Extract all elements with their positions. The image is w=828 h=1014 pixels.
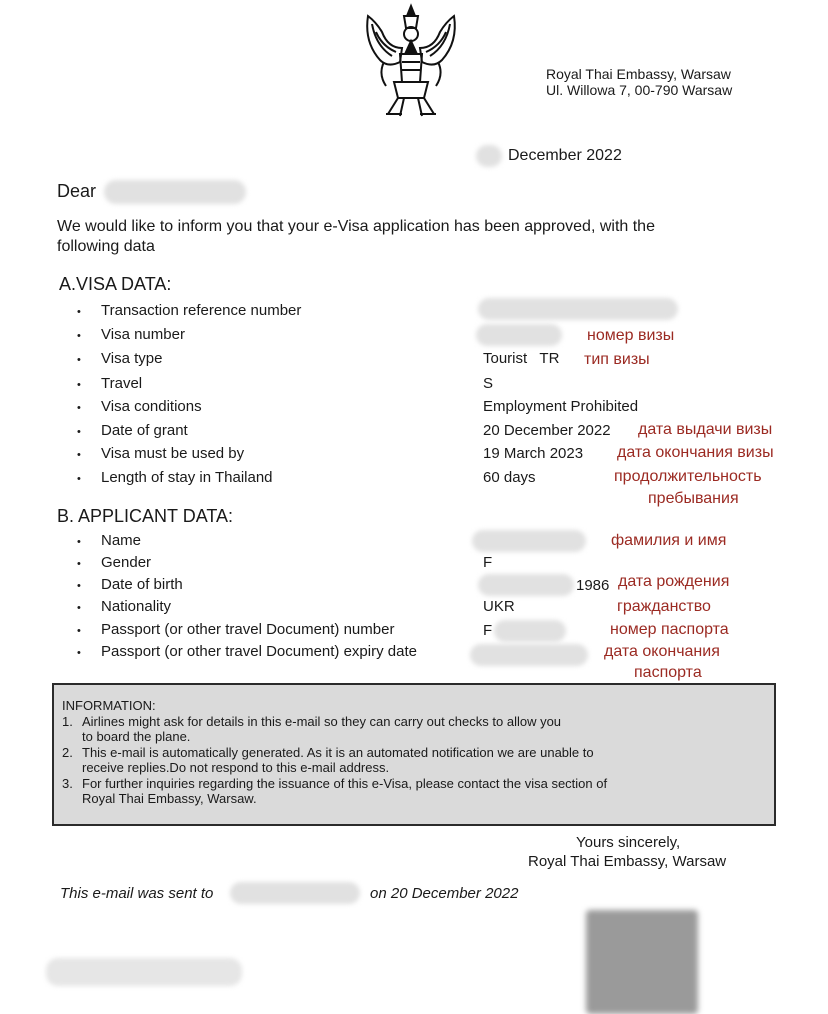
- closing-line-2: Royal Thai Embassy, Warsaw: [528, 853, 727, 870]
- redacted-signature: [46, 958, 242, 986]
- item-line: receive replies.Do not respond to this e-mail address.: [82, 760, 390, 775]
- intro-line-2: following data: [57, 238, 155, 255]
- bullet: •: [77, 354, 81, 366]
- bullet: •: [77, 379, 81, 391]
- row-value: 20 December 2022: [483, 422, 611, 439]
- bullet: •: [77, 473, 81, 485]
- redacted-value: [476, 324, 562, 346]
- embassy-address-block: [546, 66, 732, 98]
- redacted-recipient-name: [104, 180, 246, 204]
- closing-line-1: Yours sincerely,: [576, 834, 681, 851]
- row-value: Tourist TR: [483, 350, 560, 367]
- list-item: [62, 714, 774, 745]
- embassy-address: Ul. Willowa 7, 00-790 Warsaw: [546, 82, 733, 98]
- row-value: 1986: [576, 577, 610, 594]
- annotation-note: гражданство: [617, 598, 711, 615]
- applicant-data-heading: B. APPLICANT DATA:: [57, 506, 234, 526]
- row-value: 19 March 2023: [483, 445, 584, 462]
- item-line: This e-mail is automatically generated. As it is an automated notification we are unable to: [82, 744, 594, 760]
- row-label: Visa number: [101, 326, 185, 343]
- redacted-email: [230, 882, 360, 904]
- bullet: •: [77, 602, 81, 614]
- greeting: Dear: [57, 181, 97, 201]
- redacted-value: [478, 574, 574, 596]
- list-item: [62, 745, 774, 776]
- annotation-note: продолжительность: [614, 468, 762, 485]
- annotation-note-line-2: паспорта: [634, 664, 702, 681]
- redacted-value: [472, 530, 586, 552]
- row-label: Travel: [101, 375, 143, 392]
- bullet: •: [77, 426, 81, 438]
- redacted-value: [478, 298, 678, 320]
- information-title: INFORMATION:: [62, 698, 156, 713]
- annotation-note: фамилия и имя: [611, 532, 727, 549]
- row-label: Visa must be used by: [101, 445, 245, 462]
- annotation-note: дата окончания: [604, 643, 720, 660]
- item-line: Airlines might ask for details in this e-mail so they can carry out checks to allow you: [82, 713, 562, 729]
- bullet: •: [77, 536, 81, 548]
- row-value: F: [483, 622, 493, 639]
- item-number: 1.: [62, 713, 73, 729]
- bullet: •: [77, 580, 81, 592]
- row-value: S: [483, 375, 494, 392]
- row-label: Date of grant: [101, 422, 188, 439]
- row-label: Visa type: [101, 350, 163, 367]
- row-value: 60 days: [483, 469, 536, 486]
- row-label: Nationality: [101, 598, 172, 615]
- information-box: [52, 683, 776, 826]
- row-label: Visa conditions: [101, 398, 202, 415]
- footer-sent-prefix: This e-mail was sent to: [60, 885, 214, 902]
- row-value: Employment Prohibited: [483, 398, 639, 415]
- row-label: Date of birth: [101, 576, 183, 593]
- bullet: •: [77, 306, 81, 318]
- annotation-note-line-2: пребывания: [648, 490, 739, 507]
- bullet: •: [77, 625, 81, 637]
- item-number: 2.: [62, 744, 73, 760]
- row-label: Length of stay in Thailand: [101, 469, 273, 486]
- intro-line-1: We would like to inform you that your e-Visa application has been approved, with the: [57, 218, 655, 235]
- redacted-value: [494, 620, 566, 642]
- annotation-note: номер паспорта: [610, 621, 729, 638]
- item-line: For further inquiries regarding the issuance of this e-Visa, please contact the visa section of: [82, 775, 608, 791]
- row-value: UKR: [483, 598, 515, 615]
- footer-sent-suffix: on 20 December 2022: [370, 885, 519, 902]
- redacted-day: [476, 145, 502, 167]
- item-number: 3.: [62, 775, 73, 791]
- annotation-note: дата выдачи визы: [638, 421, 773, 438]
- annotation-note: дата окончания визы: [617, 444, 774, 461]
- row-value: F: [483, 554, 493, 571]
- redacted-value: [470, 644, 588, 666]
- item-line: Royal Thai Embassy, Warsaw.: [82, 791, 257, 806]
- letter-date: December 2022: [508, 147, 622, 164]
- list-item: [62, 776, 774, 807]
- annotation-note: номер визы: [587, 327, 675, 344]
- row-label: Passport (or other travel Document) expiry date: [101, 643, 417, 660]
- bullet: •: [77, 558, 81, 570]
- annotation-note: дата рождения: [618, 573, 730, 590]
- row-label: Name: [101, 532, 142, 549]
- bullet: •: [77, 647, 81, 659]
- row-label: Passport (or other travel Document) number: [101, 621, 395, 638]
- bullet: •: [77, 402, 81, 414]
- bullet: •: [77, 449, 81, 461]
- garuda-emblem-icon: [358, 2, 464, 122]
- annotation-note: тип визы: [584, 351, 650, 368]
- bullet: •: [77, 330, 81, 342]
- row-label: Gender: [101, 554, 152, 571]
- item-line: to board the plane.: [82, 729, 191, 744]
- visa-data-heading: A.VISA DATA:: [59, 274, 172, 294]
- embassy-name: Royal Thai Embassy, Warsaw: [546, 66, 731, 82]
- redacted-qr-code: [586, 910, 698, 1014]
- row-label: Transaction reference number: [101, 302, 302, 319]
